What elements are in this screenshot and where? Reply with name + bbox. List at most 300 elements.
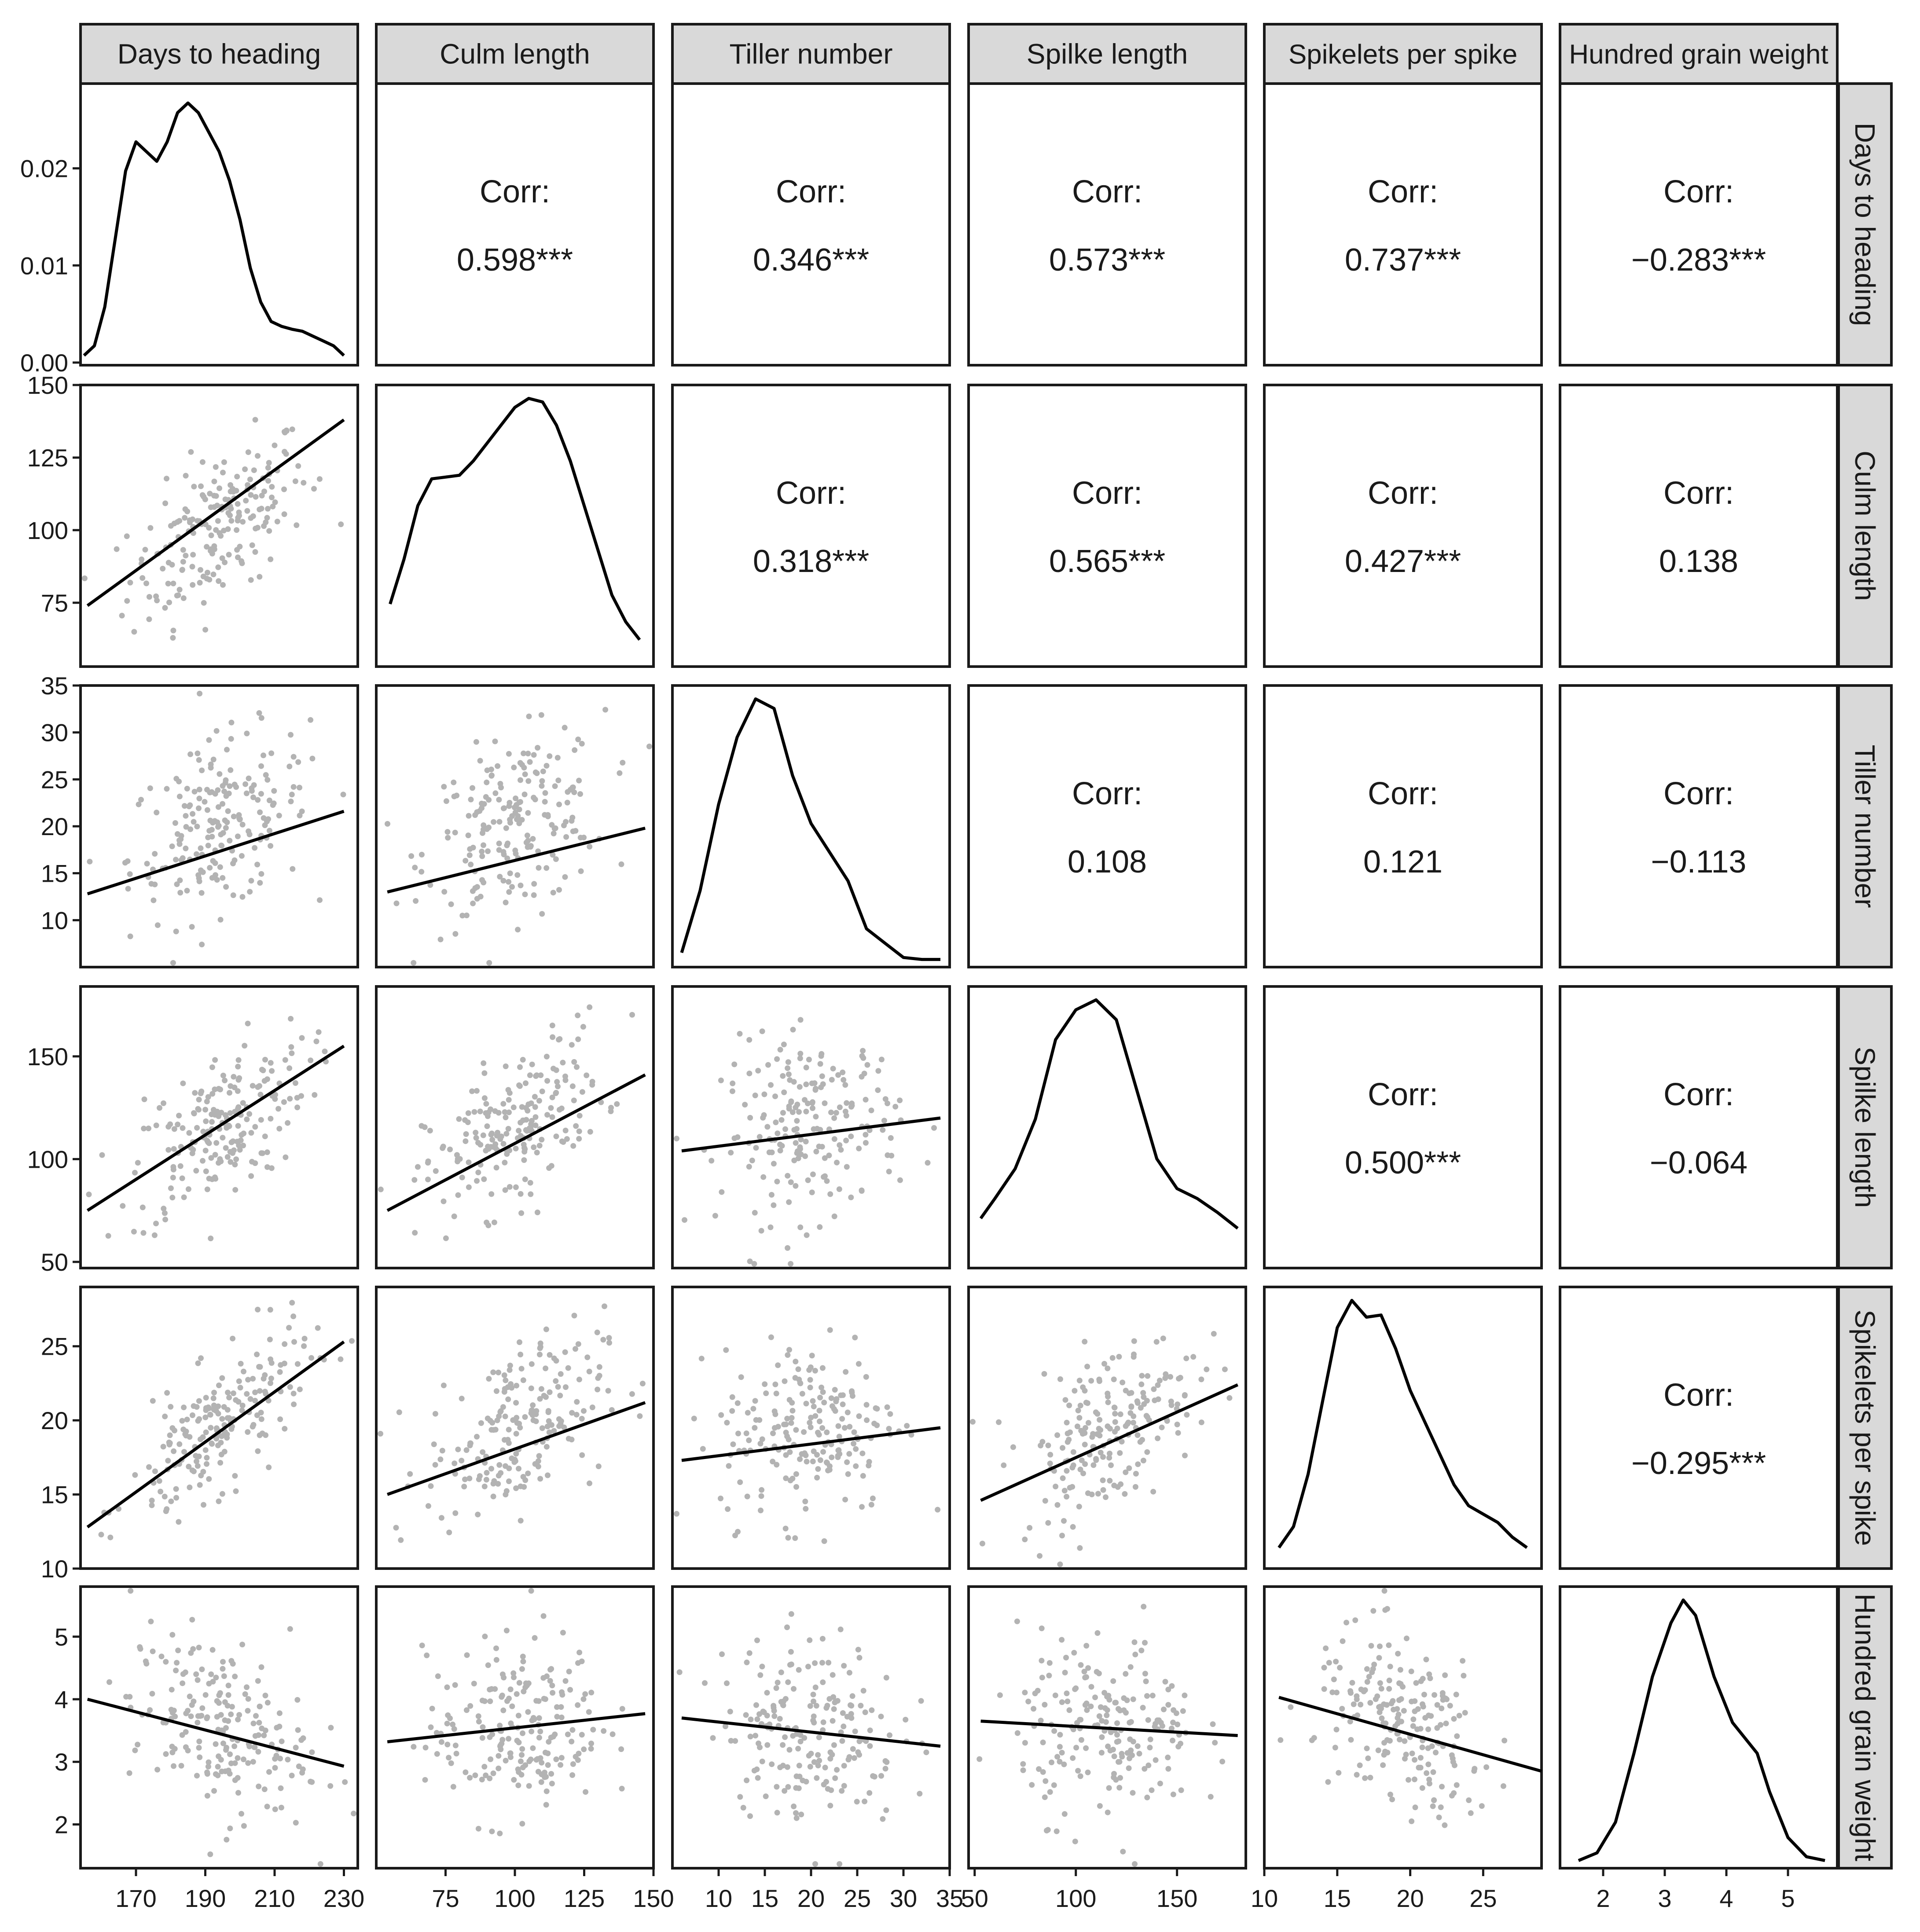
- column-strip-label: Spilke length: [1026, 38, 1188, 70]
- scatter-point: [439, 1739, 444, 1745]
- scatter-point: [1077, 1378, 1083, 1383]
- scatter-point: [152, 1232, 158, 1238]
- scatter-point: [547, 1352, 553, 1358]
- scatter-point: [753, 1733, 758, 1738]
- scatter-point: [521, 1474, 526, 1480]
- scatter-point: [164, 476, 169, 481]
- scatter-point: [519, 1366, 525, 1371]
- scatter-point: [1103, 1494, 1109, 1500]
- scatter-point: [478, 1420, 484, 1426]
- scatter-point: [446, 1529, 452, 1535]
- corr-label: Corr:: [1663, 1378, 1734, 1413]
- scatter-point: [1132, 1861, 1138, 1867]
- scatter-point: [1365, 1756, 1371, 1761]
- scatter-point: [153, 1221, 159, 1226]
- scatter-point: [1099, 1750, 1105, 1756]
- scatter-point: [789, 1611, 794, 1617]
- scatter-point: [587, 1004, 592, 1010]
- scatter-point: [537, 1143, 543, 1148]
- scatter-point: [1425, 1762, 1431, 1767]
- scatter-point: [459, 1175, 465, 1180]
- scatter-point: [264, 1164, 270, 1170]
- scatter-point: [464, 1707, 470, 1713]
- scatter-point: [521, 1149, 527, 1155]
- scatter-point: [1022, 1690, 1028, 1695]
- scatter-point: [241, 1756, 246, 1762]
- scatter-point: [563, 834, 569, 840]
- scatter-point: [183, 846, 188, 851]
- scatter-point: [165, 581, 171, 587]
- scatter-point: [147, 525, 153, 531]
- scatter-point: [314, 1038, 319, 1044]
- scatter-point: [244, 1117, 250, 1122]
- panel-0-2: [672, 84, 950, 365]
- scatter-point: [1174, 1710, 1179, 1716]
- scatter-point: [520, 1653, 526, 1659]
- scatter-point: [426, 1158, 431, 1164]
- scatter-point: [617, 770, 622, 776]
- scatter-point: [1128, 1390, 1134, 1396]
- scatter-point: [1182, 1453, 1188, 1459]
- scatter-point: [488, 1466, 494, 1472]
- scatter-point: [834, 1160, 840, 1166]
- scatter-point: [502, 1372, 507, 1378]
- scatter-point: [468, 862, 474, 867]
- scatter-point: [427, 1128, 433, 1133]
- y-tick-label: 10: [40, 906, 68, 935]
- scatter-point: [537, 1729, 543, 1734]
- scatter-point: [494, 1388, 499, 1394]
- column-strip-label: Culm length: [440, 38, 590, 70]
- scatter-point: [1390, 1698, 1396, 1704]
- scatter-point: [281, 487, 287, 492]
- scatter-point: [1388, 1792, 1393, 1797]
- scatter-point: [518, 1518, 524, 1524]
- scatter-point: [761, 1092, 767, 1097]
- scatter-point: [223, 884, 229, 890]
- scatter-point: [1053, 1693, 1058, 1698]
- corr-value: −0.064: [1649, 1145, 1748, 1180]
- scatter-point: [1451, 1716, 1457, 1722]
- scatter-point: [867, 1743, 873, 1749]
- scatter-point: [886, 1426, 892, 1432]
- scatter-point: [774, 1056, 780, 1062]
- scatter-point: [1424, 1770, 1429, 1776]
- scatter-point: [207, 1851, 213, 1857]
- scatter-point: [576, 1650, 582, 1655]
- scatter-point: [544, 1444, 550, 1450]
- scatter-point: [581, 1746, 587, 1752]
- scatter-point: [491, 1427, 496, 1433]
- scatter-point: [854, 1799, 860, 1804]
- scatter-point: [208, 1672, 214, 1677]
- scatter-point: [150, 1398, 156, 1404]
- scatter-point: [781, 1089, 787, 1095]
- scatter-point: [886, 1169, 892, 1174]
- scatter-point: [204, 1455, 209, 1461]
- scatter-point: [511, 765, 517, 770]
- scatter-point: [830, 1718, 836, 1724]
- scatter-point: [1101, 1690, 1107, 1696]
- scatter-point: [555, 1084, 561, 1089]
- scatter-point: [488, 1756, 493, 1762]
- scatter-point: [349, 1338, 355, 1344]
- scatter-point: [819, 1660, 825, 1666]
- scatter-point: [220, 875, 225, 881]
- scatter-point: [532, 1094, 538, 1100]
- scatter-point: [506, 1097, 512, 1103]
- scatter-point: [252, 1124, 258, 1130]
- scatter-point: [878, 1714, 884, 1719]
- scatter-point: [1425, 1727, 1431, 1732]
- scatter-point: [1057, 1732, 1063, 1738]
- scatter-point: [228, 1712, 234, 1717]
- scatter-point: [855, 1647, 861, 1653]
- scatter-point: [1064, 1690, 1070, 1696]
- scatter-point: [413, 898, 419, 904]
- scatter-point: [211, 572, 217, 577]
- scatter-point: [260, 1067, 266, 1073]
- scatter-point: [283, 1057, 288, 1063]
- scatter-point: [1103, 1719, 1109, 1725]
- scatter-point: [852, 1729, 858, 1734]
- scatter-point: [1080, 1384, 1086, 1390]
- scatter-point: [542, 799, 548, 805]
- scatter-point: [456, 1116, 462, 1122]
- scatter-point: [497, 819, 503, 825]
- scatter-point: [1430, 1769, 1436, 1775]
- scatter-point: [786, 1437, 792, 1442]
- scatter-point: [235, 1775, 241, 1781]
- scatter-point: [478, 894, 484, 899]
- scatter-point: [1412, 1777, 1417, 1782]
- corr-label: Corr:: [1072, 476, 1142, 511]
- scatter-point: [180, 547, 186, 553]
- scatter-point: [1401, 1708, 1407, 1714]
- scatter-point: [428, 1724, 434, 1730]
- scatter-point: [287, 1384, 293, 1390]
- scatter-point: [1288, 1704, 1293, 1710]
- scatter-point: [702, 1680, 708, 1686]
- scatter-point: [231, 1743, 237, 1749]
- scatter-point: [498, 1408, 504, 1414]
- scatter-point: [1334, 1727, 1340, 1732]
- scatter-point: [180, 1081, 186, 1086]
- scatter-point: [316, 1029, 322, 1035]
- scatter-point: [841, 1783, 847, 1789]
- corr-label: Corr:: [1368, 776, 1438, 811]
- scatter-point: [385, 821, 390, 827]
- scatter-point: [190, 1412, 195, 1418]
- scatter-point: [554, 1133, 559, 1139]
- scatter-point: [553, 1090, 558, 1096]
- scatter-point: [1112, 1419, 1118, 1425]
- scatter-point: [1015, 1730, 1021, 1736]
- scatter-point: [843, 1369, 848, 1375]
- scatter-point: [815, 1752, 821, 1758]
- scatter-point: [796, 1667, 802, 1673]
- corr-label: Corr:: [1072, 776, 1142, 811]
- scatter-point: [516, 1740, 522, 1745]
- scatter-point: [1420, 1676, 1426, 1682]
- scatter-point: [1057, 1562, 1063, 1567]
- row-strip-label: Tiller number: [1849, 744, 1881, 908]
- scatter-point: [274, 1725, 279, 1730]
- scatter-point: [1072, 1686, 1078, 1692]
- scatter-point: [474, 809, 480, 815]
- scatter-point: [268, 1116, 273, 1122]
- scatter-point: [264, 1076, 270, 1082]
- scatter-point: [783, 1452, 789, 1458]
- scatter-point: [441, 1144, 446, 1149]
- scatter-point: [1322, 1686, 1327, 1692]
- scatter-point: [309, 756, 315, 762]
- scatter-point: [562, 725, 568, 730]
- scatter-point: [247, 889, 253, 895]
- scatter-point: [541, 1696, 547, 1701]
- scatter-point: [500, 1708, 506, 1713]
- scatter-point: [811, 1448, 817, 1454]
- scatter-point: [181, 595, 187, 601]
- scatter-point: [252, 1389, 258, 1395]
- scatter-point: [510, 1417, 516, 1423]
- scatter-point: [505, 1437, 511, 1443]
- scatter-point: [245, 1377, 251, 1382]
- scatter-point: [230, 486, 235, 492]
- scatter-point: [559, 1689, 565, 1695]
- scatter-point: [279, 1805, 284, 1811]
- scatter-point: [880, 1127, 885, 1133]
- x-tick-label: 2: [1596, 1884, 1610, 1912]
- scatter-point: [173, 1668, 179, 1673]
- scatter-point: [544, 1078, 550, 1084]
- scatter-point: [195, 751, 200, 756]
- scatter-point: [160, 566, 165, 572]
- scatter-point: [529, 1729, 534, 1734]
- scatter-point: [823, 1779, 829, 1785]
- scatter-point: [885, 1152, 890, 1158]
- scatter-point: [871, 1421, 877, 1426]
- scatter-point: [433, 1168, 439, 1174]
- scatter-point: [211, 1396, 217, 1401]
- scatter-point: [1047, 1660, 1053, 1666]
- scatter-point: [838, 1393, 844, 1398]
- scatter-point: [482, 1095, 488, 1101]
- scatter-point: [238, 1137, 244, 1143]
- scatter-point: [471, 1681, 477, 1686]
- scatter-point: [572, 747, 577, 753]
- scatter-point: [528, 1756, 534, 1762]
- scatter-point: [1175, 1722, 1180, 1727]
- scatter-point: [584, 1073, 589, 1078]
- scatter-point: [1135, 1432, 1141, 1438]
- scatter-point: [289, 792, 295, 797]
- scatter-point: [507, 817, 513, 822]
- scatter-point: [455, 1447, 461, 1452]
- scatter-point: [791, 1158, 797, 1163]
- scatter-point: [793, 1484, 799, 1490]
- scatter-point: [772, 1382, 778, 1387]
- scatter-point: [1084, 1364, 1090, 1369]
- scatter-point: [475, 1512, 481, 1518]
- scatter-point: [1089, 1492, 1095, 1497]
- scatter-point: [1128, 1404, 1134, 1410]
- scatter-point: [268, 1060, 274, 1066]
- scatter-point: [176, 1441, 182, 1447]
- scatter-point: [474, 1135, 479, 1141]
- scatter-point: [545, 1473, 551, 1478]
- scatter-point: [1070, 1524, 1076, 1530]
- scatter-point: [206, 828, 212, 834]
- scatter-point: [539, 1386, 544, 1392]
- scatter-point: [565, 1731, 571, 1737]
- scatter-point: [1078, 1466, 1083, 1472]
- scatter-point: [177, 890, 183, 895]
- scatter-point: [863, 1097, 869, 1103]
- scatter-point: [827, 1803, 833, 1808]
- scatter-point: [835, 1454, 841, 1460]
- scatter-point: [864, 1402, 870, 1408]
- scatter-point: [231, 814, 237, 819]
- scatter-point: [555, 755, 561, 761]
- scatter-point: [587, 1129, 593, 1135]
- scatter-point: [196, 1738, 202, 1744]
- scatter-point: [566, 1669, 572, 1675]
- scatter-point: [1222, 1367, 1228, 1372]
- scatter-point: [730, 1089, 735, 1094]
- x-tick-label: 230: [323, 1884, 365, 1912]
- corr-value: 0.138: [1659, 544, 1739, 579]
- scatter-point: [152, 1468, 158, 1474]
- scatter-point: [775, 1680, 781, 1686]
- scatter-point: [514, 1691, 520, 1697]
- scatter-point: [201, 600, 207, 606]
- scatter-point: [801, 1429, 807, 1435]
- scatter-point: [1127, 1749, 1133, 1755]
- scatter-point: [1131, 1420, 1136, 1426]
- panel-5-3: [969, 1587, 1246, 1868]
- scatter-point: [719, 1651, 725, 1657]
- scatter-point: [1182, 1693, 1187, 1698]
- scatter-point: [496, 797, 502, 803]
- scatter-point: [1106, 1785, 1112, 1791]
- scatter-point: [1438, 1722, 1443, 1728]
- scatter-point: [228, 518, 234, 524]
- scatter-point: [786, 1535, 791, 1541]
- scatter-point: [811, 1692, 816, 1697]
- scatter-point: [1421, 1692, 1427, 1697]
- scatter-point: [852, 1755, 857, 1761]
- scatter-point: [183, 1744, 189, 1750]
- scatter-point: [489, 1731, 495, 1737]
- scatter-point: [1175, 1422, 1180, 1427]
- y-tick-label: 75: [40, 589, 68, 617]
- scatter-point: [793, 1427, 799, 1433]
- scatter-point: [803, 1081, 809, 1087]
- scatter-point: [187, 752, 193, 757]
- scatter-point: [228, 767, 233, 773]
- scatter-point: [548, 1105, 554, 1111]
- scatter-point: [213, 1675, 219, 1680]
- scatter-point: [291, 784, 297, 790]
- scatter-point: [1450, 1759, 1456, 1765]
- scatter-point: [495, 1130, 500, 1136]
- panel-5-1: [376, 1587, 653, 1868]
- scatter-point: [203, 1395, 209, 1400]
- scatter-point: [556, 1423, 562, 1429]
- scatter-point: [275, 1106, 281, 1112]
- scatter-point: [503, 1414, 508, 1419]
- scatter-point: [446, 1755, 452, 1760]
- scatter-point: [836, 1423, 841, 1429]
- scatter-point: [762, 1381, 767, 1387]
- scatter-point: [824, 1460, 830, 1466]
- scatter-point: [1097, 1417, 1102, 1422]
- scatter-point: [741, 1805, 746, 1811]
- scatter-point: [248, 1173, 254, 1179]
- scatter-point: [614, 1101, 620, 1107]
- scatter-point: [217, 1460, 223, 1466]
- corr-label: Corr:: [1663, 776, 1734, 811]
- scatter-point: [737, 1794, 743, 1800]
- scatter-point: [192, 1090, 198, 1096]
- scatter-point: [816, 1734, 822, 1740]
- scatter-point: [520, 1730, 525, 1736]
- scatter-point: [575, 737, 581, 742]
- scatter-point: [560, 1630, 566, 1635]
- scatter-point: [1128, 1664, 1134, 1670]
- scatter-point: [804, 1232, 810, 1238]
- scatter-point: [875, 1068, 881, 1074]
- x-tick-label: 20: [797, 1884, 825, 1912]
- scatter-point: [863, 1374, 869, 1380]
- scatter-point: [809, 1190, 815, 1195]
- scatter-point: [439, 1515, 444, 1521]
- scatter-point: [229, 1140, 235, 1145]
- scatter-point: [186, 1130, 192, 1136]
- panel-1-2: [672, 385, 950, 667]
- scatter-point: [210, 820, 216, 825]
- scatter-point: [289, 1050, 294, 1056]
- scatter-point: [629, 1391, 635, 1397]
- scatter-point: [1386, 1642, 1391, 1648]
- y-tick-label: 150: [27, 1042, 68, 1070]
- scatter-point: [180, 1680, 185, 1686]
- scatter-point: [1047, 1789, 1053, 1795]
- scatter-point: [1156, 1717, 1162, 1723]
- scatter-point: [225, 510, 231, 516]
- scatter-point: [1100, 1477, 1106, 1483]
- scatter-point: [512, 1457, 518, 1463]
- scatter-point: [821, 1719, 826, 1725]
- scatter-point: [587, 1369, 592, 1375]
- scatter-point: [1098, 1427, 1103, 1433]
- scatter-point: [286, 1325, 292, 1331]
- scatter-point: [845, 1471, 851, 1477]
- panel-4-5: [1560, 1287, 1837, 1569]
- scatter-point: [837, 1434, 842, 1440]
- scatter-point: [755, 1068, 761, 1074]
- scatter-point: [718, 1412, 724, 1418]
- scatter-point: [282, 1426, 287, 1432]
- scatter-point: [793, 1375, 798, 1381]
- scatter-point: [197, 1754, 202, 1760]
- scatter-point: [1379, 1716, 1384, 1721]
- scatter-point: [242, 1691, 248, 1697]
- scatter-point: [1083, 1643, 1089, 1649]
- scatter-point: [470, 785, 475, 791]
- scatter-point: [826, 1660, 831, 1665]
